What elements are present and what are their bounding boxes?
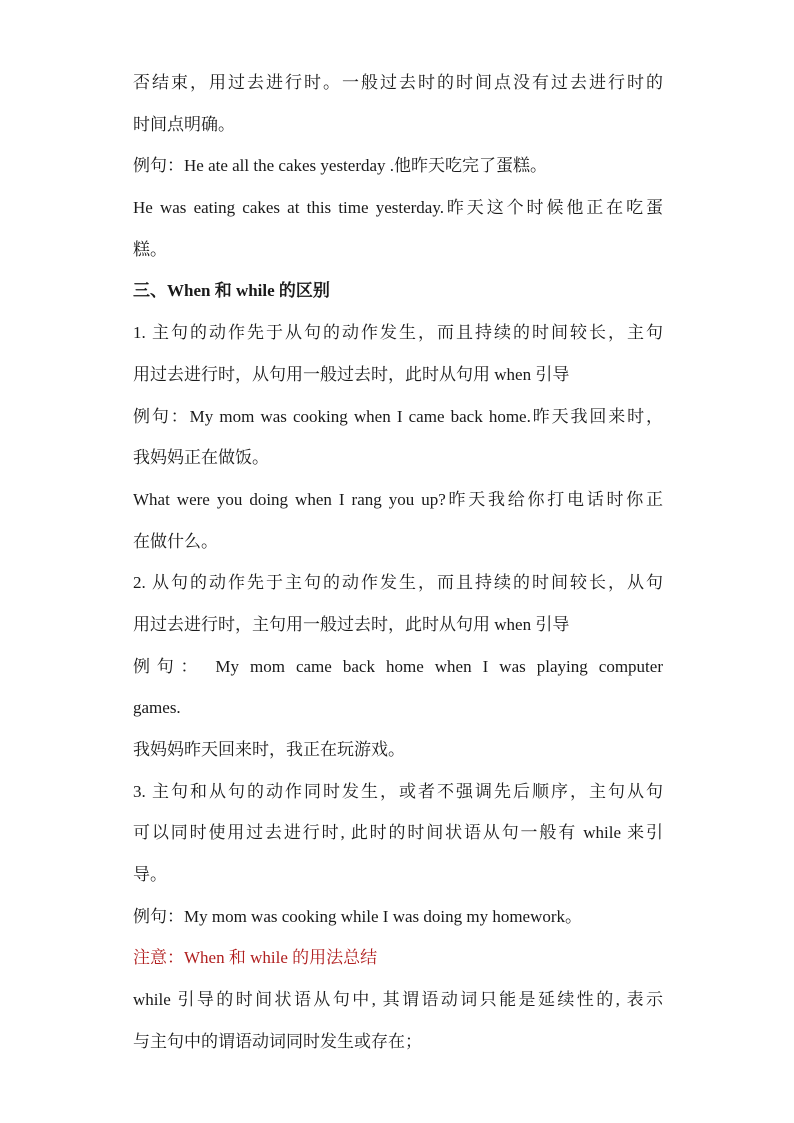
body-text-line: games. — [133, 698, 181, 718]
example-sentence: 例句：My mom was cooking when I came back home.昨天我回来时， — [133, 406, 663, 426]
example-sentence: 例句：He ate all the cakes yesterday .他昨天吃完了蛋糕。 — [133, 156, 548, 176]
example-sentence: He was eating cakes at this time yesterday.昨天这个时候他正在吃蛋 — [133, 198, 663, 218]
body-text-line: 我妈妈正在做饭。 — [133, 448, 269, 468]
rule-item: 可以同时使用过去进行时, 此时的时间状语从句一般有 while 来引 — [133, 823, 663, 843]
section-heading: 三、When 和 while 的区别 — [133, 281, 330, 301]
body-text-line: 时间点明确。 — [133, 114, 235, 134]
example-sentence: 例句： My mom came back home when I was playing computer — [133, 656, 663, 676]
example-sentence: What were you doing when I rang you up?昨天我给你打电话时你正 — [133, 489, 663, 509]
rule-item: 1. 主句的动作先于从句的动作发生，而且持续的时间较长，主句 — [133, 323, 663, 343]
rule-item: 用过去进行时，主句用一般过去时，此时从句用 when 引导 — [133, 614, 570, 634]
example-sentence: 例句：My mom was cooking while I was doing my homework。 — [133, 906, 583, 926]
example-translation: 我妈妈昨天回来时，我正在玩游戏。 — [133, 740, 405, 759]
body-text-line: 在做什么。 — [133, 531, 218, 551]
body-text-line: 糕。 — [133, 239, 167, 259]
note-heading: 注意：When 和 while 的用法总结 — [133, 948, 378, 968]
note-text-line: 与主句中的谓语动词同时发生或存在； — [133, 1031, 422, 1051]
document-body — [133, 62, 663, 1063]
rule-item: 3. 主句和从句的动作同时发生，或者不强调先后顺序，主句从句 — [133, 781, 663, 801]
rule-item: 2. 从句的动作先于主句的动作发生，而且持续的时间较长，从句 — [133, 573, 663, 593]
note-text-line: while 引导的时间状语从句中, 其谓语动词只能是延续性的, 表示 — [133, 990, 663, 1010]
body-text-line: 否结束，用过去进行时。一般过去时的时间点没有过去进行时的 — [133, 73, 663, 92]
rule-item: 用过去进行时，从句用一般过去时，此时从句用 when 引导 — [133, 364, 570, 384]
body-text-line: 导。 — [133, 865, 167, 885]
